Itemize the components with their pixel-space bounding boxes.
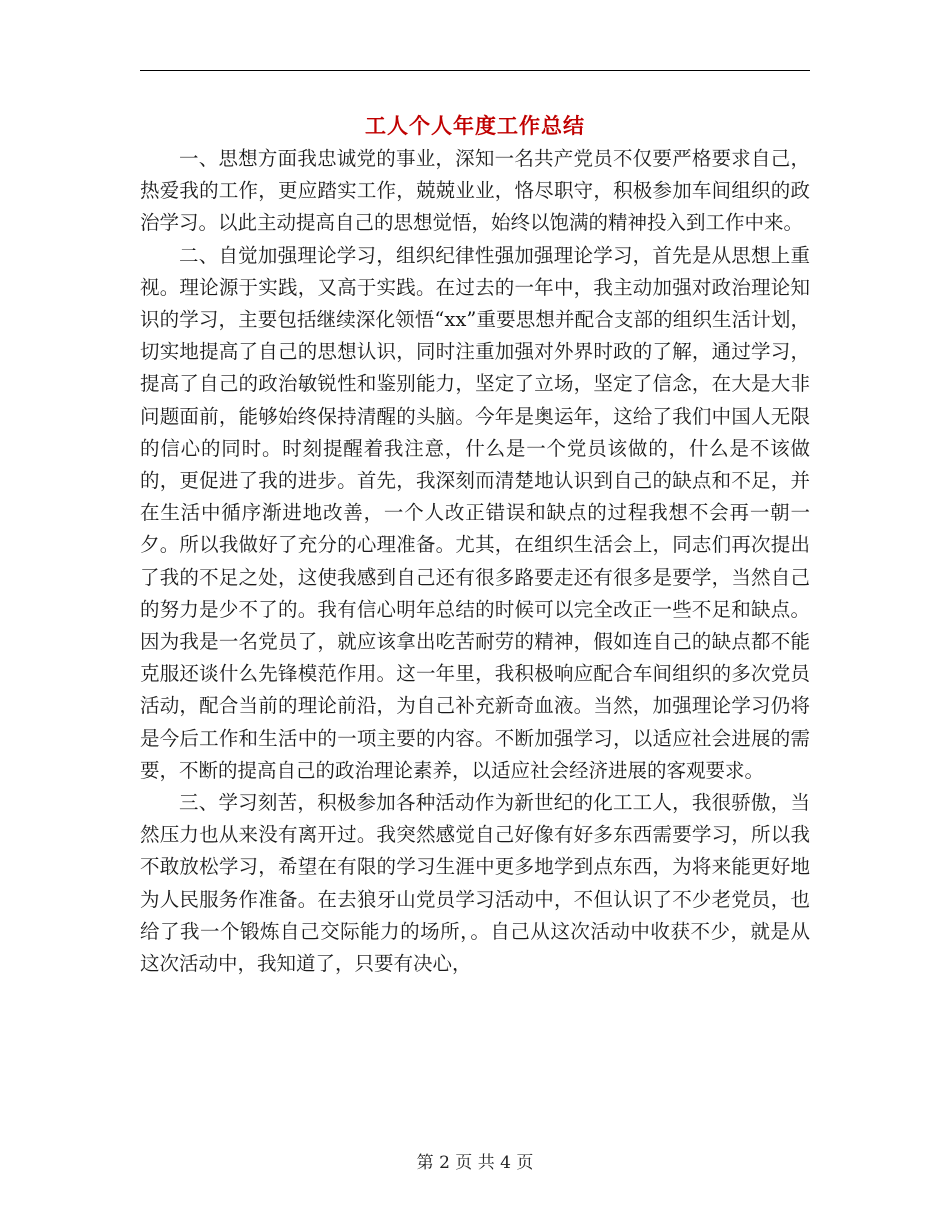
document-body: [140, 143, 810, 980]
document-title: 工人个人年度工作总结: [365, 113, 585, 138]
page-number: 第 2 页 共 4 页: [416, 1153, 534, 1173]
paragraph-theory-study: 二、自觉加强理论学习，组织纪律性强加强理论学习，首先是从思想上重视。理论源于实践，又高于实践。在过去的一年中，我主动加强对政治理论知识的学习，主要包括继续深化领悟“xx”重要思想并配合支部的组织生活计划，切实地提高了自己的思想认识，同时注重加强对外界时政的了解，通过学习，提高了自己的政治敏锐性和鉴别能力，坚定了立场，坚定了信念，在大是大非问题面前，能够始终保持清醒的头脑。今年是奥运年，这给了我们中国人无限的信心的同时。时刻提醒着我注意，什么是一个党员该做的，什么是不该做的，更促进了我的进步。首先，我深刻而清楚地认识到自己的缺点和不足，并在生活中循序渐进地改善，一个人改正错误和缺点的过程我想不会再一朝一夕。所以我做好了充分的心理准备。尤其，在组织生活会上，同志们再次提出了我的不足之处，这使我感到自己还有很多路要走还有很多是要学，当然自己的努力是少不了的。我有信心明年总结的时候可以完全改正一些不足和缺点。因为我是一名党员了，就应该拿出吃苦耐劳的精神，假如连自己的缺点都不能克服还谈什么先锋模范作用。这一年里，我积极响应配合车间组织的多次党员活动，配合当前的理论前沿，为自己补充新奇血液。当然，加强理论学习仍将是今后工作和生活中的一项主要的内容。不断加强学习，以适应社会进展的需要，不断的提高自己的政治理论素养，以适应社会经济进展的客观要求。: [140, 243, 810, 782]
page-footer: [0, 1148, 950, 1178]
header-rule: [140, 70, 810, 71]
paragraph-thought: 一、思想方面我忠诚党的事业，深知一名共产党员不仅要严格要求自己，热爱我的工作，更应踏实工作，兢兢业业，恪尽职守，积极参加车间组织的政治学习。以此主动提高自己的思想觉悟，始终以饱满的精神投入到工作中来。: [140, 147, 810, 235]
paragraph-activities: 三、学习刻苦，积极参加各种活动作为新世纪的化工工人，我很骄傲，当然压力也从来没有离开过。我突然感觉自己好像有好多东西需要学习，所以我不敢放松学习，希望在有限的学习生涯中更多地学到点东西，为将来能更好地为人民服务作准备。在去狼牙山党员学习活动中，不但认识了不少老党员，也给了我一个锻炼自己交际能力的场所，。自己从这次活动中收获不少，就是从这次活动中，我知道了，只要有决心，: [140, 791, 810, 976]
